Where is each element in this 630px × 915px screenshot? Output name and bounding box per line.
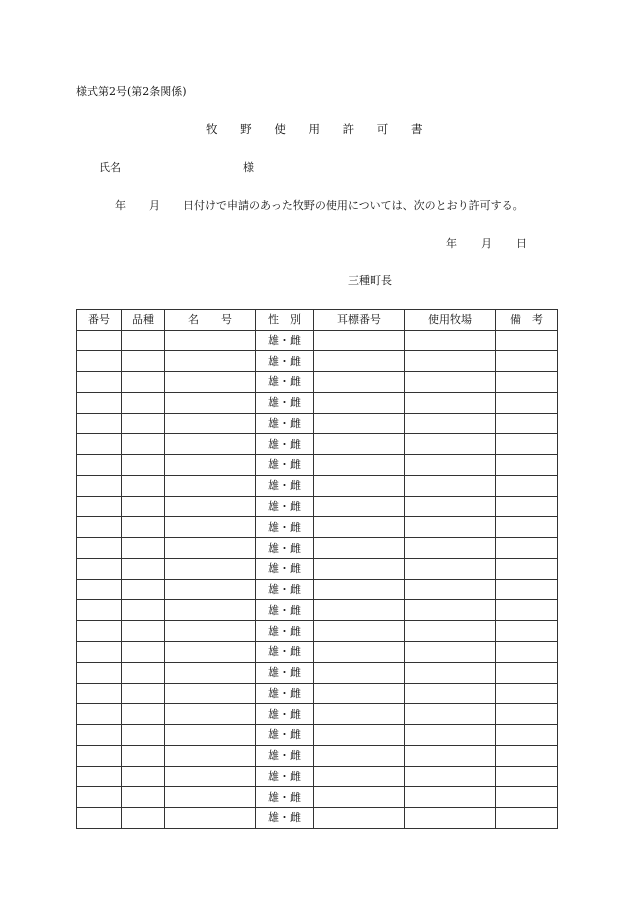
cell-remarks [496,683,558,704]
cell-number [77,662,122,683]
cell-number [77,475,122,496]
cell-sex: 雄・雌 [256,745,314,766]
cell-number [77,683,122,704]
cell-remarks [496,330,558,351]
cell-ear-tag [314,517,405,538]
cell-remarks [496,558,558,579]
cell-remarks [496,475,558,496]
cell-sex: 雄・雌 [256,455,314,476]
cell-remarks [496,641,558,662]
cell-breed [122,621,165,642]
issue-date-month: 月 [481,237,492,250]
issue-date [446,238,527,249]
cell-remarks [496,455,558,476]
cell-pasture [405,725,496,746]
cell-animal-name [165,766,256,787]
cell-remarks [496,517,558,538]
cell-animal-name [165,517,256,538]
cell-breed [122,496,165,517]
cell-pasture [405,413,496,434]
cell-remarks [496,808,558,829]
issue-date-day: 日 [516,237,527,250]
table-row [77,351,558,372]
cell-remarks [496,392,558,413]
cell-breed [122,808,165,829]
cell-breed [122,392,165,413]
cell-remarks [496,351,558,372]
cell-sex: 雄・雌 [256,662,314,683]
cell-ear-tag [314,392,405,413]
cell-ear-tag [314,413,405,434]
header-remarks: 備 考 [496,310,558,331]
cell-remarks [496,579,558,600]
cell-ear-tag [314,683,405,704]
cell-pasture [405,766,496,787]
cell-breed [122,766,165,787]
cell-ear-tag [314,475,405,496]
cell-number [77,787,122,808]
cell-breed [122,641,165,662]
header-sex: 性 別 [256,310,314,331]
cell-breed [122,538,165,559]
cell-sex: 雄・雌 [256,600,314,621]
cell-sex: 雄・雌 [256,621,314,642]
application-month-label: 月 [149,199,160,212]
cell-number [77,413,122,434]
cell-animal-name [165,621,256,642]
cell-animal-name [165,787,256,808]
cell-ear-tag [314,745,405,766]
cell-ear-tag [314,330,405,351]
table-row [77,558,558,579]
cell-pasture [405,475,496,496]
table-row [77,579,558,600]
table-row [77,683,558,704]
table-row [77,413,558,434]
cell-pasture [405,517,496,538]
cell-remarks [496,600,558,621]
cell-number [77,434,122,455]
table-row [77,330,558,351]
form-number: 様式第2号(第2条関係) [76,85,187,98]
table-row [77,641,558,662]
cell-breed [122,787,165,808]
cell-sex: 雄・雌 [256,704,314,725]
cell-ear-tag [314,662,405,683]
cell-breed [122,683,165,704]
cell-animal-name [165,372,256,393]
cell-ear-tag [314,725,405,746]
cell-breed [122,704,165,725]
cell-sex: 雄・雌 [256,475,314,496]
cell-number [77,745,122,766]
cell-ear-tag [314,621,405,642]
cell-number [77,558,122,579]
cell-pasture [405,808,496,829]
issue-date-year: 年 [446,237,457,250]
table-row [77,745,558,766]
cell-number [77,725,122,746]
cell-animal-name [165,662,256,683]
table-row [77,392,558,413]
cell-pasture [405,455,496,476]
header-animal-name: 名 号 [165,310,256,331]
cell-ear-tag [314,579,405,600]
cell-breed [122,558,165,579]
cell-pasture [405,392,496,413]
table-row [77,475,558,496]
cell-ear-tag [314,641,405,662]
header-ear-tag: 耳標番号 [314,310,405,331]
cell-animal-name [165,683,256,704]
cell-remarks [496,725,558,746]
cell-remarks [496,745,558,766]
cell-sex: 雄・雌 [256,641,314,662]
cell-ear-tag [314,434,405,455]
cell-animal-name [165,392,256,413]
cell-animal-name [165,455,256,476]
cell-sex: 雄・雌 [256,434,314,455]
table-row [77,725,558,746]
table-row [77,600,558,621]
cell-sex: 雄・雌 [256,351,314,372]
cell-ear-tag [314,455,405,476]
cell-breed [122,475,165,496]
cell-ear-tag [314,787,405,808]
cell-remarks [496,787,558,808]
cell-pasture [405,787,496,808]
cell-sex: 雄・雌 [256,579,314,600]
cell-number [77,704,122,725]
table-row [77,704,558,725]
cell-animal-name [165,351,256,372]
cell-animal-name [165,330,256,351]
cell-ear-tag [314,496,405,517]
cell-animal-name [165,579,256,600]
cell-remarks [496,621,558,642]
cell-breed [122,434,165,455]
cell-pasture [405,600,496,621]
cell-pasture [405,745,496,766]
cell-ear-tag [314,558,405,579]
table-row [77,372,558,393]
cell-remarks [496,434,558,455]
cell-sex: 雄・雌 [256,496,314,517]
cell-animal-name [165,745,256,766]
cell-number [77,392,122,413]
cell-breed [122,579,165,600]
cell-animal-name [165,725,256,746]
cell-ear-tag [314,808,405,829]
cell-animal-name [165,496,256,517]
header-pasture: 使用牧場 [405,310,496,331]
cell-sex: 雄・雌 [256,413,314,434]
cell-sex: 雄・雌 [256,683,314,704]
cell-breed [122,351,165,372]
cell-animal-name [165,475,256,496]
cell-pasture [405,621,496,642]
cell-animal-name [165,538,256,559]
cell-pasture [405,538,496,559]
cell-sex: 雄・雌 [256,558,314,579]
cell-animal-name [165,641,256,662]
header-number: 番号 [77,310,122,331]
cell-sex: 雄・雌 [256,766,314,787]
cell-ear-tag [314,766,405,787]
cell-ear-tag [314,372,405,393]
cell-pasture [405,351,496,372]
cell-number [77,600,122,621]
cell-breed [122,662,165,683]
cell-pasture [405,641,496,662]
cell-number [77,517,122,538]
cell-number [77,455,122,476]
cell-animal-name [165,600,256,621]
cell-animal-name [165,808,256,829]
cell-remarks [496,413,558,434]
cell-ear-tag [314,351,405,372]
cell-breed [122,745,165,766]
table-row [77,621,558,642]
table-row [77,808,558,829]
cell-number [77,351,122,372]
cell-ear-tag [314,704,405,725]
table-row [77,787,558,808]
table-row [77,496,558,517]
cell-breed [122,725,165,746]
cell-animal-name [165,434,256,455]
name-label: 氏名 [99,161,121,174]
table-row [77,766,558,787]
cell-breed [122,600,165,621]
cell-sex: 雄・雌 [256,372,314,393]
cell-sex: 雄・雌 [256,538,314,559]
cell-pasture [405,434,496,455]
cell-animal-name [165,704,256,725]
cell-animal-name [165,413,256,434]
cell-remarks [496,496,558,517]
cell-number [77,372,122,393]
cell-animal-name [165,558,256,579]
cell-breed [122,372,165,393]
cell-number [77,538,122,559]
cell-sex: 雄・雌 [256,808,314,829]
cell-breed [122,413,165,434]
cell-number [77,621,122,642]
livestock-table [76,309,558,829]
cell-remarks [496,538,558,559]
cell-remarks [496,766,558,787]
cell-sex: 雄・雌 [256,517,314,538]
cell-sex: 雄・雌 [256,787,314,808]
table-row [77,517,558,538]
cell-pasture [405,372,496,393]
cell-number [77,808,122,829]
header-breed: 品種 [122,310,165,331]
document-title: 牧 野 使 用 許 可 書 [206,122,432,136]
cell-ear-tag [314,600,405,621]
cell-number [77,496,122,517]
cell-sex: 雄・雌 [256,330,314,351]
cell-pasture [405,558,496,579]
cell-sex: 雄・雌 [256,392,314,413]
cell-pasture [405,704,496,725]
cell-number [77,766,122,787]
cell-breed [122,517,165,538]
table-row [77,538,558,559]
issuer-title: 三種町長 [348,274,392,287]
cell-remarks [496,704,558,725]
cell-pasture [405,683,496,704]
permission-statement: 日付けで申請のあった牧野の使用については、次のとおり許可する。 [183,199,524,212]
cell-ear-tag [314,538,405,559]
cell-pasture [405,496,496,517]
table-header-row [77,310,558,331]
cell-sex: 雄・雌 [256,725,314,746]
application-year-label: 年 [115,199,126,212]
cell-breed [122,330,165,351]
cell-pasture [405,662,496,683]
table-row [77,455,558,476]
cell-number [77,579,122,600]
cell-pasture [405,579,496,600]
table-row [77,434,558,455]
cell-number [77,641,122,662]
cell-breed [122,455,165,476]
cell-pasture [405,330,496,351]
cell-remarks [496,662,558,683]
honorific-label: 様 [243,161,254,174]
cell-number [77,330,122,351]
cell-remarks [496,372,558,393]
table-row [77,662,558,683]
